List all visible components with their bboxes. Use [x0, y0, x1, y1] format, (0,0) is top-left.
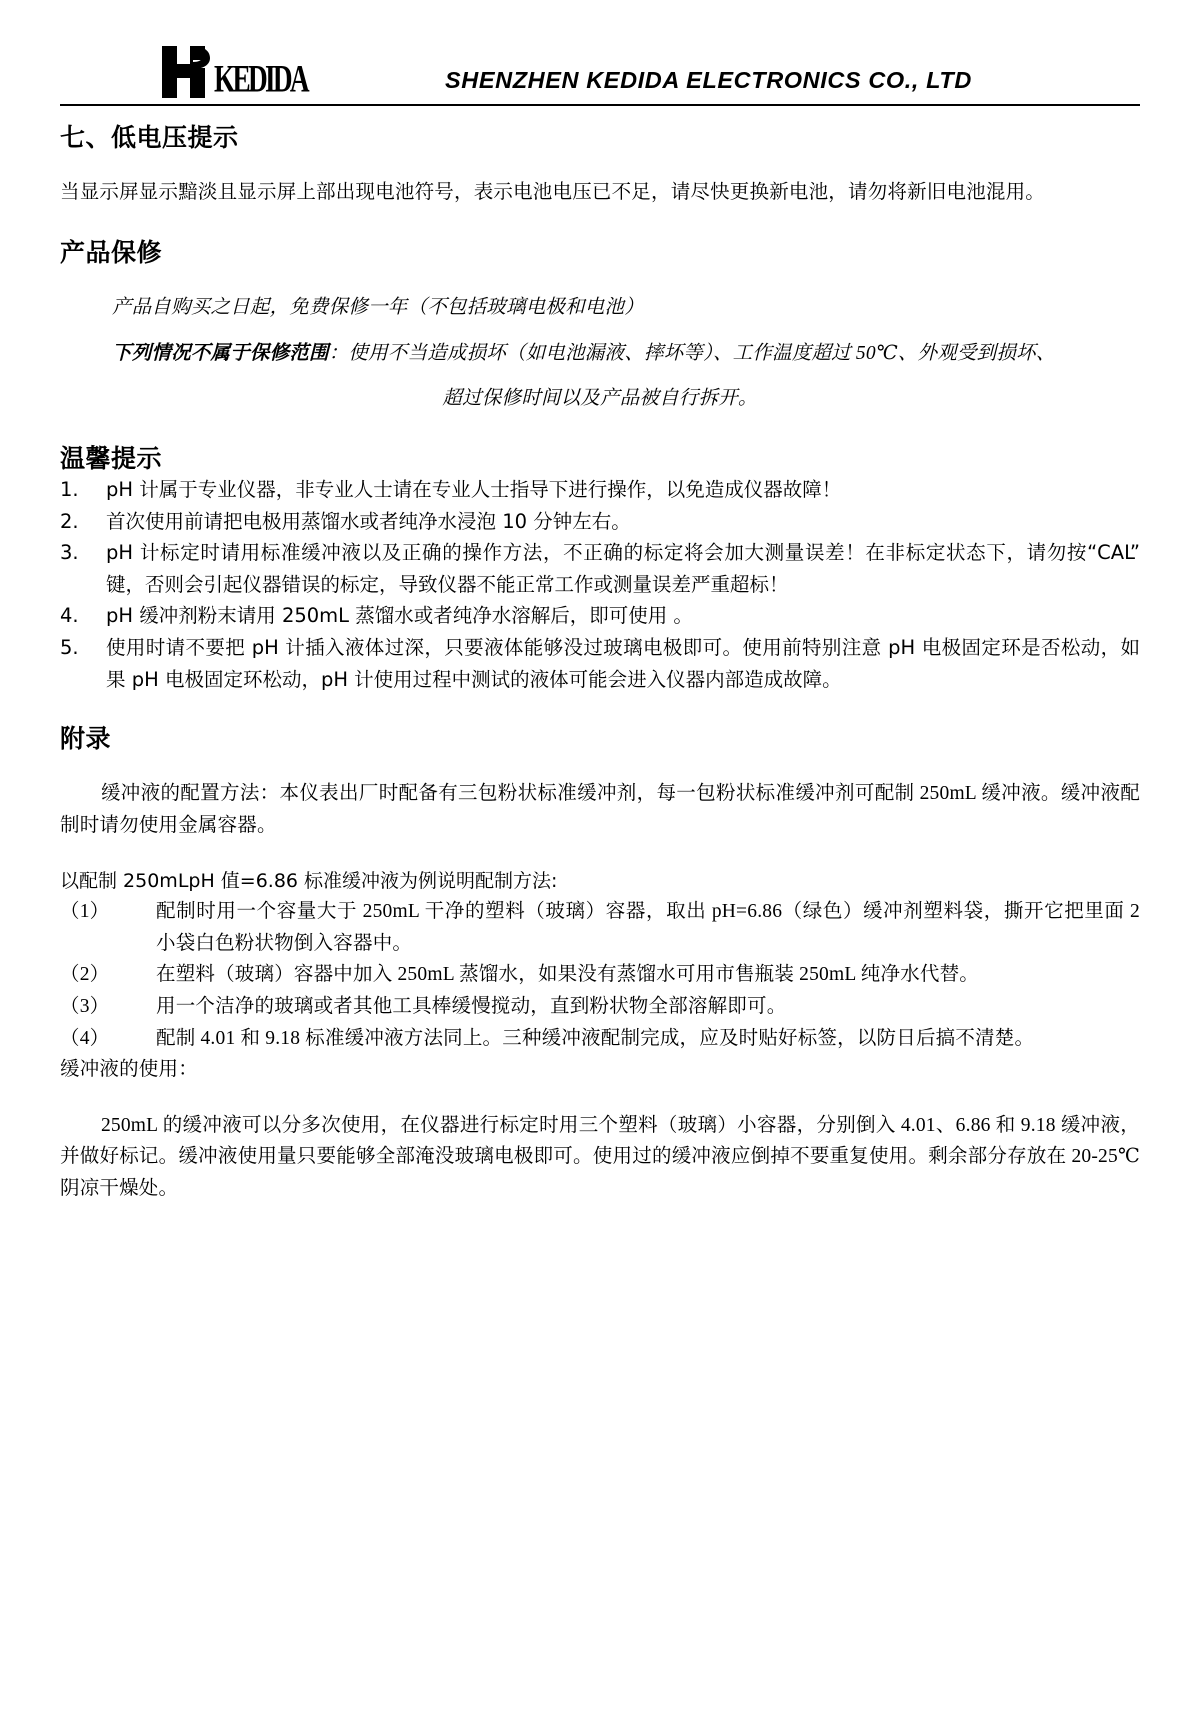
appendix-step-text-1: 配制时用一个容量大于 250mL 干净的塑料（玻璃）容器，取出 pH=6.86（绿色）缓冲剂塑料袋，撕开它把里面 2 小袋白色粉状物倒入容器中。	[156, 901, 1140, 954]
tip-item-3	[60, 537, 1140, 600]
tip-item-2	[60, 506, 1140, 538]
appendix-step-2	[60, 959, 1140, 991]
tip-text-5: 使用时请不要把 pH 计插入液体过深，只要液体能够没过玻璃电极即可。使用前特别注意 pH 电极固定环是否松动，如果 pH 电极固定环松动，pH 计使用过程中测试的液体可能会进入仪器内部造成故障。	[106, 635, 1140, 691]
appendix-usage-text: 250mL 的缓冲液可以分多次使用，在仪器进行标定时用三个塑料（玻璃）小容器，分别倒入 4.01、6.86 和 9.18 缓冲液，并做好标记。缓冲液使用量只要能够全部淹没玻璃电极即可。使用过的缓冲液应倒掉不要重复使用。剩余部分存放在 20-25℃阴凉干燥处。	[60, 1114, 1140, 1199]
warranty-line-2	[60, 338, 1140, 370]
kedida-logo-mark-icon	[160, 44, 212, 100]
heading-appendix: 附录	[60, 724, 112, 754]
tip-item-1	[60, 474, 1140, 506]
tip-number-4: 4.	[60, 604, 79, 628]
warranty-exclusion-text: ：使用不当造成损坏（如电池漏液、摔坏等）、工作温度超过 50℃、外观受到损坏、	[328, 342, 1056, 364]
appendix-step-number-4: （4）	[60, 1027, 110, 1049]
tip-text-2: 首次使用前请把电极用蒸馏水或者纯净水浸泡 10 分钟左右。	[106, 509, 631, 533]
appendix-step-text-4: 配制 4.01 和 9.18 标准缓冲液方法同上。三种缓冲液配制完成，应及时贴好标签，以防日后搞不清楚。	[156, 1027, 1035, 1049]
tip-number-1: 1.	[60, 478, 79, 502]
tip-item-5	[60, 632, 1140, 695]
warranty-exclusion-label: 下列情况不属于保修范围	[112, 342, 329, 364]
heading-tips: 温馨提示	[60, 443, 163, 473]
paragraph-low-voltage: 当显示屏显示黯淡且显示屏上部出现电池符号，表示电池电压已不足，请尽快更换新电池，请勿将新旧电池混用。	[60, 182, 1046, 204]
company-logo	[160, 40, 333, 100]
appendix-step-number-1: （1）	[60, 901, 110, 923]
document-page	[0, 28, 1200, 1725]
tip-number-2: 2.	[60, 509, 79, 533]
company-name: SHENZHEN KEDIDA ELECTRONICS CO., LTD	[445, 67, 972, 93]
appendix-step-number-3: （3）	[60, 996, 110, 1018]
tip-number-5: 5.	[60, 635, 79, 659]
appendix-step-number-2: （2）	[60, 964, 110, 986]
warranty-line-1: 产品自购买之日起，免费保修一年（不包括玻璃电极和电池）	[112, 297, 644, 319]
logo-wordmark: KEDIDA	[214, 56, 307, 101]
appendix-step-text-3: 用一个洁净的玻璃或者其他工具棒缓慢搅动，直到粉状物全部溶解即可。	[156, 996, 787, 1018]
appendix-example-line: 以配制 250mLpH 值=6.86 标准缓冲液为例说明配制方法:	[60, 869, 558, 892]
heading-warranty: 产品保修	[60, 237, 163, 267]
appendix-step-1	[60, 896, 1140, 959]
document-body	[60, 106, 1140, 1204]
tip-text-4: pH 缓冲剂粉末请用 250mL 蒸馏水或者纯净水溶解后，即可使用 。	[106, 604, 693, 628]
heading-low-voltage: 七、低电压提示	[60, 123, 239, 152]
warranty-line-3: 超过保修时间以及产品被自行拆开。	[442, 388, 758, 410]
appendix-step-3	[60, 991, 1140, 1023]
appendix-usage-label: 缓冲液的使用：	[60, 1059, 198, 1081]
appendix-step-4	[60, 1023, 1140, 1055]
appendix-step-text-2: 在塑料（玻璃）容器中加入 250mL 蒸馏水，如果没有蒸馏水可用市售瓶装 250mL 纯净水代替。	[156, 964, 980, 986]
tip-text-1: pH 计属于专业仪器，非专业人士请在专业人士指导下进行操作，以免造成仪器故障！	[106, 478, 842, 502]
appendix-intro: 缓冲液的配置方法：本仪表出厂时配备有三包粉状标准缓冲剂，每一包粉状标准缓冲剂可配制 250mL 缓冲液。缓冲液配制时请勿使用金属容器。	[60, 783, 1140, 836]
tip-item-4	[60, 600, 1140, 632]
tip-number-3: 3.	[60, 541, 79, 565]
tip-text-3: pH 计标定时请用标准缓冲液以及正确的操作方法，不正确的标定将会加大测量误差！在非标定状态下，请勿按“CAL”键，否则会引起仪器错误的标定，导致仪器不能正常工作或测量误差严重超标！	[106, 541, 1140, 596]
page-header	[60, 28, 1140, 100]
